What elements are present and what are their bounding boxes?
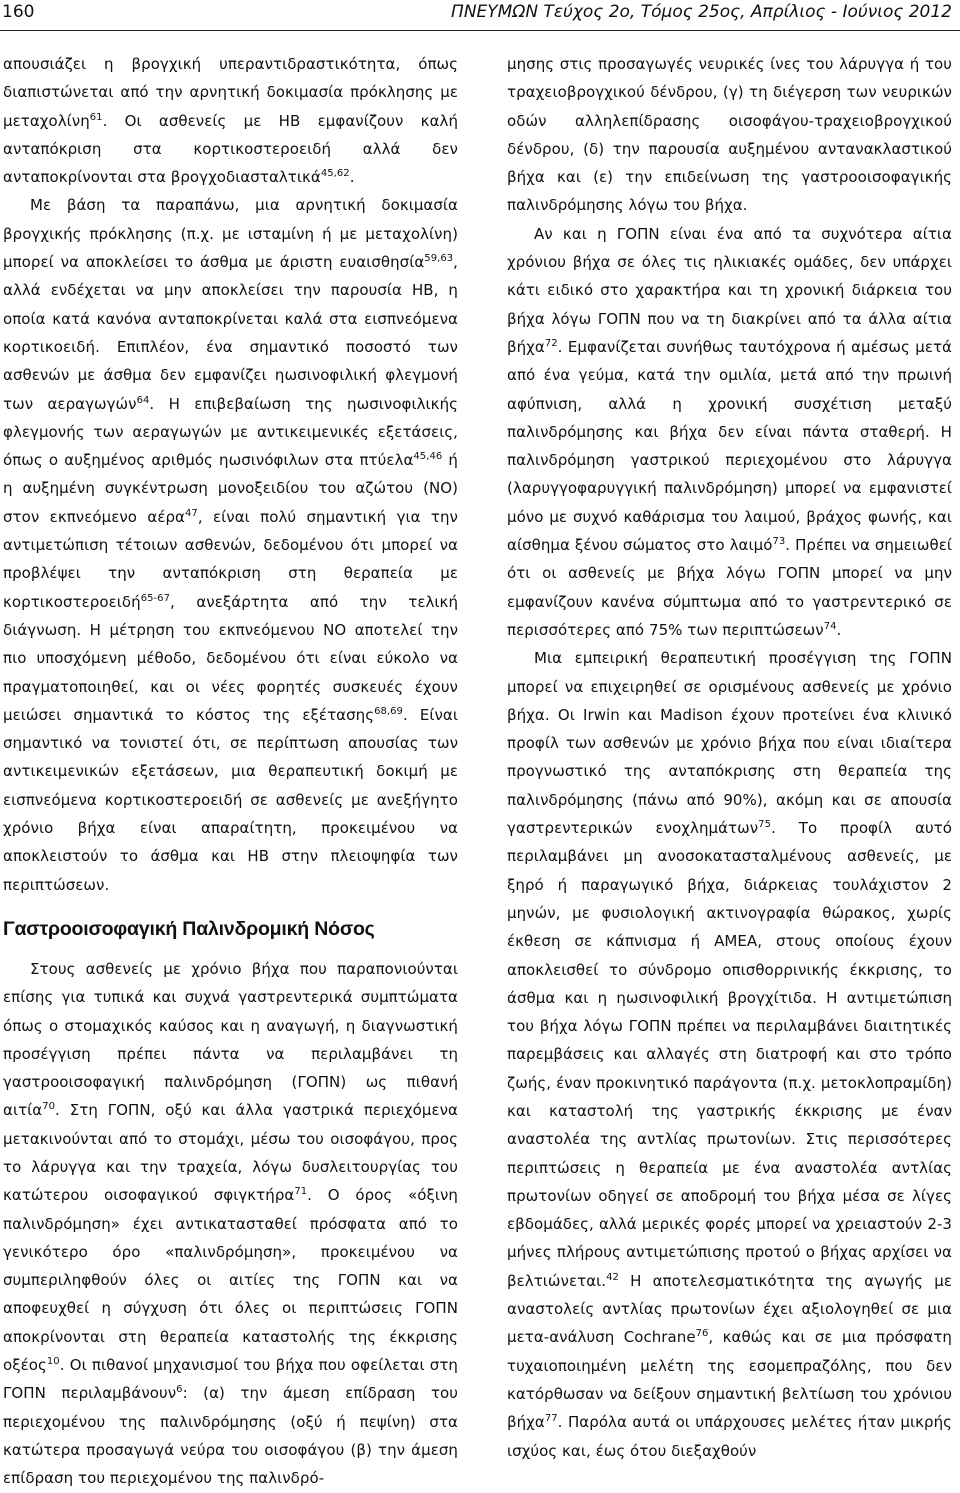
citation-ref: 10 — [46, 1356, 60, 1368]
text-run: Μια εμπειρική θεραπευτική προσέγγιση της ΓΟΠΝ μπορεί να επιχειρηθεί σε ορισμένους ασθενείς με χρόνιο βήχα. Οι Irwin και Madison έχουν προτείνει ένα κλινικό προφίλ των ασθενών με χρόνιο βήχα που είναι ιδιαίτερα προγνωστικό της ανταπόκρισης στη θεραπεία της παλινδρόμησης (πάνω από 90%), ακόμη και σε απουσία γαστρεντερικών ενοχλημάτων — [507, 649, 952, 838]
text-run: : (α) την άμεση επίδραση του περιεχομένου της παλινδρόμησης (οξύ ή πεψίνη) στα κατώτερα προσαγωγά νεύρα του οισοφάγου (β) την άμεση επίδραση του περιεχομένου της παλινδρό- — [3, 1384, 459, 1488]
text-run: . Πρέπει να σημειωθεί ότι οι ασθενείς με βήχα λόγω ΓΟΠΝ μπορεί να μην εμφανίζουν κανένα σύμπτωμα από το γαστρεντερικό σε περισσότερες από 75% των περιπτώσεων — [507, 536, 952, 639]
text-run: . Οι ασθενείς με ΗΒ εμφανίζουν καλή ανταπόκριση στα κορτικοστεροειδή αλλά δεν ανταποκρίνονται στα βρογχοδιασταλτικά — [3, 111, 458, 187]
journal-running-title: ΠΝΕΥΜΩΝ Τεύχος 2ο, Τόμος 25ος, Απρίλιος - Ιούνιος 2012 — [451, 2, 952, 22]
text-run: ή η αυξημένη συγκέντρωση μονοξειδίου του αζώτου (ΝΟ) στον εκπνεόμενο αέρα — [3, 451, 458, 526]
citation-ref: 45,46 — [413, 451, 443, 463]
text-run: , είναι πολύ σημαντική για την αντιμετώπιση τέτοιων ασθενών, δεδομένου ότι μπορεί να προβλέψει την ανταπόκριση στη θεραπεία με κορτικοστεροειδή — [3, 507, 458, 611]
citation-ref: 45,62 — [320, 168, 350, 180]
text-run: . Στη ΓΟΠΝ, οξύ και άλλα γαστρικά περιεχόμενα μετακινούνται από το στομάχι, μέσω του οισοφάγου, προς το λάρυγγα και την τραχεία, λόγω δυσλειτουργίας του κατώτερου οισοφαγικού σφιγκτήρα — [3, 1101, 458, 1205]
text-run: . Ο όρος «όξινη παλινδρόμηση» έχει αντικατασταθεί πρόσφατα από το γενικότερο όρο «παλινδρόμηση», προκειμένου να συμπεριληφθούν όλες οι αιτίες της ΓΟΠΝ και να αποφευχθεί η σύγχυση ότι όλες οι περιπτώσεις ΓΟΠΝ αποκρίνονται στη θεραπεία καταστολής της έκκρισης οξέος — [3, 1186, 458, 1375]
citation-ref: 61 — [89, 111, 103, 123]
text-run: Η αποτελεσματικότητα της αγωγής με αναστολείς αντλίας πρωτονίων έχει αξιολογηθεί σε μια μετα-ανάλυση Cochrane — [507, 1271, 952, 1347]
paragraph — [507, 644, 952, 1465]
citation-ref: 59,63 — [424, 253, 454, 265]
citation-ref: 70 — [42, 1101, 56, 1113]
citation-ref: 72 — [544, 337, 558, 349]
citation-ref: 74 — [823, 620, 837, 632]
citation-ref: 77 — [544, 1413, 558, 1425]
text-run: . — [836, 620, 842, 639]
page-header — [0, 0, 960, 31]
text-run: , αλλά ενδέχεται να μην αποκλείσει την παρουσία ΗΒ, η οποία κατά κανόνα ανταποκρίνεται καλά στα εισπνεόμενα κορτικοειδή. Επιπλέον, ένα σημαντικό ποσοστό των ασθενών με άσθμα δεν εμφανίζει ηωσινοφιλική φλεγμονή των αεραγωγών — [3, 253, 458, 413]
text-run: , καθώς και σε μια πρόσφατη τυχαιοποιημένη μελέτη της εσομεπραζόλης, που δεν κατόρθωσαν να δείξουν σημαντική βελτίωση του χρόνιου βήχα — [507, 1328, 952, 1432]
paragraph — [507, 50, 952, 220]
text-run: . — [349, 168, 355, 187]
citation-ref: 42 — [606, 1271, 619, 1283]
left-column — [3, 50, 458, 1493]
text-run: . Οι πιθανοί μηχανισμοί του βήχα που οφείλεται στη ΓΟΠΝ περιλαμβάνουν — [3, 1356, 458, 1403]
text-run: Με βάση τα παραπάνω, μια αρνητική δοκιμασία βρογχικής πρόκλησης (π.χ. με ισταμίνη ή με μεταχολίνη) μπορεί να αποκλείσει το άσθμα με άριστη ευαισθησία — [3, 196, 458, 272]
citation-ref: 73 — [772, 536, 786, 548]
citation-ref: 76 — [695, 1328, 709, 1340]
paragraph — [3, 955, 458, 1493]
text-run: . Παρόλα αυτά οι υπάρχουσες μελέτες ήταν μικρής ισχύος και, έως ότου διεξαχθούν — [507, 1413, 952, 1460]
citation-ref: 6 — [176, 1384, 183, 1396]
paragraph — [507, 220, 952, 644]
text-run: Στους ασθενείς με χρόνιο βήχα που παραπονιούνται επίσης για τυπικά και συχνά γαστρεντερικά συμπτώματα όπως ο στομαχικός καύσος και η αναγωγή, η διαγνωστική προσέγγιση πρέπει πάντα να περιλαμβάνει τη γαστροοισοφαγική παλινδρόμηση (ΓΟΠΝ) ως πιθανή αιτία — [3, 959, 458, 1120]
text-run: απουσιάζει η βρογχική υπεραντιδραστικότητα, όπως διαπιστώνεται από την αρνητική δοκιμασία πρόκλησης με μεταχολίνη — [3, 55, 458, 130]
text-run: . Η επιβεβαίωση της ηωσινοφιλικής φλεγμονής των αεραγωγών με αντικειμενικές εξετάσεις, όπως ο αυξημένος αριθμός ηωσινόφιλων στα πτύελα — [3, 394, 458, 470]
citation-ref: 65-67 — [140, 592, 170, 604]
text-run: . Είναι σημαντικό να τονιστεί ότι, σε περίπτωση απουσίας των αντικειμενικών εξετάσεων, μια θεραπευτική δοκιμή με εισπνεόμενα κορτικοστεροειδή σε ασθενείς με ανεξήγητο χρόνιο βήχα είναι απαραίτητη, προκειμένου να αποκλειστούν το άσθμα και ΗΒ στην πλειοψηφία των περιπτώσεων. — [3, 705, 458, 894]
citation-ref: 64 — [136, 394, 150, 406]
right-column — [507, 50, 952, 1465]
text-run: μησης στις προσαγωγές νευρικές ίνες του λάρυγγα ή του τραχειοβρογχικού δένδρου, (γ) τη διέγερση των νευρικών οδών αλληλεπίδρασης οισοφάγου-τραχειοβρογχικού δένδρου, (δ) την παρουσία αυξημένου αντανακλαστικού βήχα και (ε) την επιδείνωση της γαστροοισοφαγικής παλινδρόμησης λόγω του βήχα. — [507, 55, 952, 215]
text-run: , ανεξάρτητα από την τελική διάγνωση. Η μέτρηση του εκπνεόμενου ΝΟ αποτελεί την πιο υποσχόμενη μέθοδο, δεδομένου ότι είναι εύκολο να πραγματοποιηθεί, και οι νέες φορητές συσκευές έχουν μειώσει σημαντικά το κόστος της εξέτασης — [3, 592, 458, 724]
paragraph — [3, 191, 458, 898]
section-heading: Γαστροοισοφαγική Παλινδρομική Νόσος — [3, 917, 375, 940]
citation-ref: 71 — [294, 1186, 308, 1198]
citation-ref: 68,69 — [374, 705, 403, 717]
citation-ref: 47 — [184, 507, 198, 519]
paragraph — [3, 50, 458, 191]
text-run: Αν και η ΓΟΠΝ είναι ένα από τα συχνότερα αίτια χρόνιου βήχα σε όλες τις ηλικιακές ομάδες, δεν υπάρχει κάτι ειδικό στο χαρακτήρα και τη χρονική διάρκεια του βήχα λόγω ΓΟΠΝ που να τη διακρίνει από τα άλλα αίτια βήχα — [507, 224, 952, 356]
page-number: 160 — [2, 2, 35, 22]
text-run: . Το προφίλ αυτό περιλαμβάνει μη ανοσοκατασταλμένους ασθενείς, με ξηρό ή παραγωγικό βήχα, διάρκειας τουλάχιστον 2 μηνών, με φυσιολογική ακτινογραφία θώρακος, χωρίς έκθεση σε κάπνισμα ή ΑΜΕΑ, στους οποίους έχουν αποκλεισθεί το σύνδρομο οπισθορρινικής έκκρισης, το άσθμα και η ηωσινοφιλική βρογχίτιδα. Η αντιμετώπιση του βήχα λόγω ΓΟΠΝ πρέπει να περιλαμβάνει διαιτητικές παρεμβάσεις και αλλαγές στη διατροφή και στο τρόπο ζωής, έναν προκινητικό παράγοντα (π.χ. μετοκλοπραμίδη) και καταστολή της γαστρικής έκκρισης με έναν αναστολέα της αντλίας πρωτονίων. Στις περισσότερες περιπτώσεις η θεραπεία με ένα αναστολέα αντλίας πρωτονίων οδηγεί σε αποδρομή του βήχα μέσα σε λίγες εβδομάδες, αλλά μερικές φορές μπορεί να χρειαστούν 2-3 μήνες πλήρους αντιμετώπισης προτού ο βήχας αρχίσει να βελτιώνεται. — [507, 819, 952, 1290]
text-run: . Εμφανίζεται συνήθως ταυτόχρονα ή αμέσως μετά από ένα γεύμα, κατά την ομιλία, μετά από την πρωινή αφύπνιση, αλλά η χρονική συσχέτιση μεταξύ παλινδρόμησης και βήχα δεν είναι πάντα σταθερή. Η παλινδρόμηση γαστρικού περιεχομένου στο λάρυγγα (λαρυγγοφαρυγγική παλινδρόμηση) μπορεί να εμφανιστεί μόνο με συχνό καθάρισμα του λαιμού, βράχος φωνής, και αίσθημα ξένου σώματος στο λαιμό — [507, 337, 952, 555]
citation-ref: 75 — [758, 819, 771, 831]
